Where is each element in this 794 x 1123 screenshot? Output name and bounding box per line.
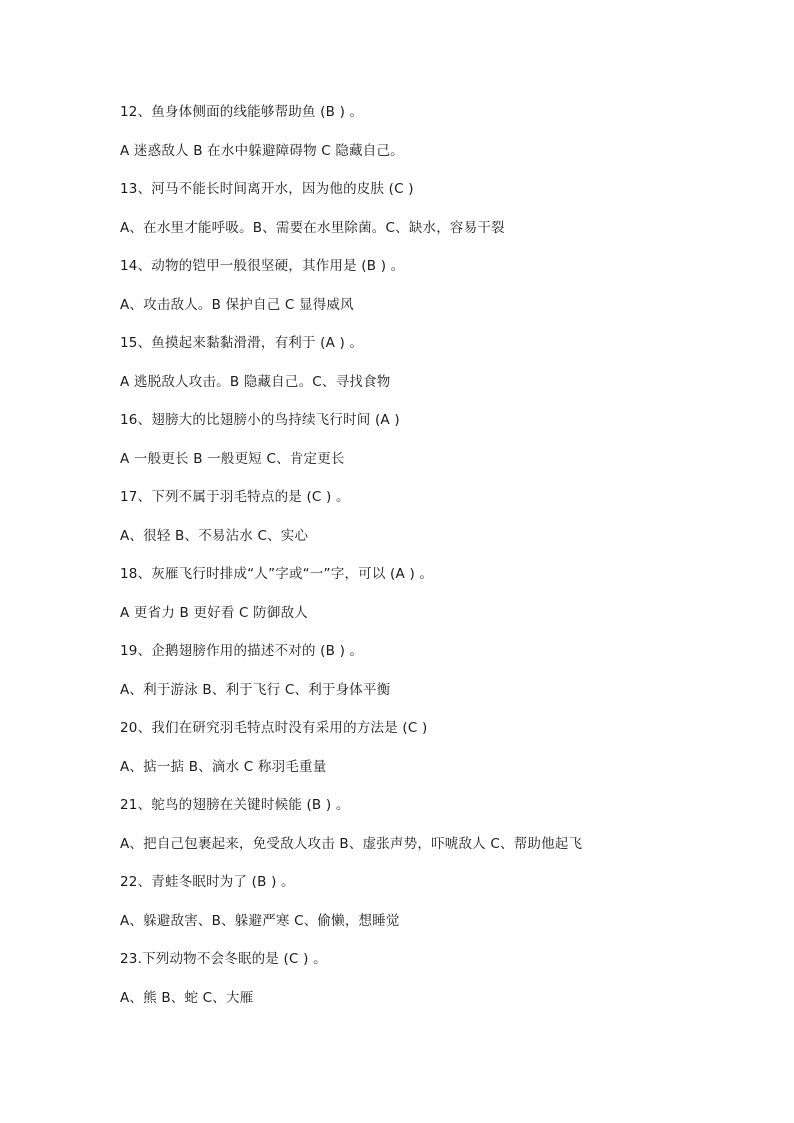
question-20: 20、我们在研究羽毛特点时没有采用的方法是 (C ) xyxy=(120,720,428,736)
question-16: 16、翅膀大的比翅膀小的鸟持续飞行时间 (A ) xyxy=(120,412,400,428)
question-19: 19、企鹅翅膀作用的描述不对的 (B ) 。 xyxy=(120,643,364,659)
question-list xyxy=(120,100,760,1024)
options-17: A、很轻 B、不易沾水 C、实心 xyxy=(120,527,309,544)
options-15: A 逃脱敌人攻击。B 隐藏自己。C、寻找食物 xyxy=(120,373,391,390)
options-13: A、在水里才能呼吸。B、需要在水里除菌。C、缺水，容易干裂 xyxy=(120,219,505,236)
question-12: 12、鱼身体侧面的线能够帮助鱼 (B ) 。 xyxy=(120,104,364,120)
options-20: A、掂一掂 B、滴水 C 称羽毛重量 xyxy=(120,758,327,775)
options-16: A 一般更长 B 一般更短 C、肯定更长 xyxy=(120,450,345,467)
options-12: A 迷惑敌人 B 在水中躲避障碍物 C 隐藏自己。 xyxy=(120,142,404,159)
question-21: 21、鸵鸟的翅膀在关键时候能 (B ) 。 xyxy=(120,797,350,813)
options-18: A 更省力 B 更好看 C 防御敌人 xyxy=(120,604,308,621)
options-21: A、把自己包裹起来，免受敌人攻击 B、虚张声势，吓唬敌人 C、帮助他起飞 xyxy=(120,835,583,852)
options-22: A、躲避敌害、B、躲避严寒 C、偷懒，想睡觉 xyxy=(120,912,400,929)
question-13: 13、河马不能长时间离开水，因为他的皮肤 (C ) xyxy=(120,181,414,197)
options-23: A、熊 B、蛇 C、大雁 xyxy=(120,989,254,1006)
options-14: A、攻击敌人。B 保护自己 C 显得威风 xyxy=(120,296,354,313)
question-15: 15、鱼摸起来黏黏滑滑，有利于 (A ) 。 xyxy=(120,335,364,351)
question-14: 14、动物的铠甲一般很坚硬，其作用是 (B ) 。 xyxy=(120,258,405,274)
question-22: 22、青蛙冬眠时为了 (B ) 。 xyxy=(120,874,295,890)
options-19: A、利于游泳 B、利于飞行 C、利于身体平衡 xyxy=(120,681,391,698)
question-23: 23.下列动物不会冬眠的是 (C ) 。 xyxy=(120,951,327,967)
question-18: 18、灰雁飞行时排成“人”字或“一”字，可以 (A ) 。 xyxy=(120,566,434,582)
question-17: 17、下列不属于羽毛特点的是 (C ) 。 xyxy=(120,489,350,505)
